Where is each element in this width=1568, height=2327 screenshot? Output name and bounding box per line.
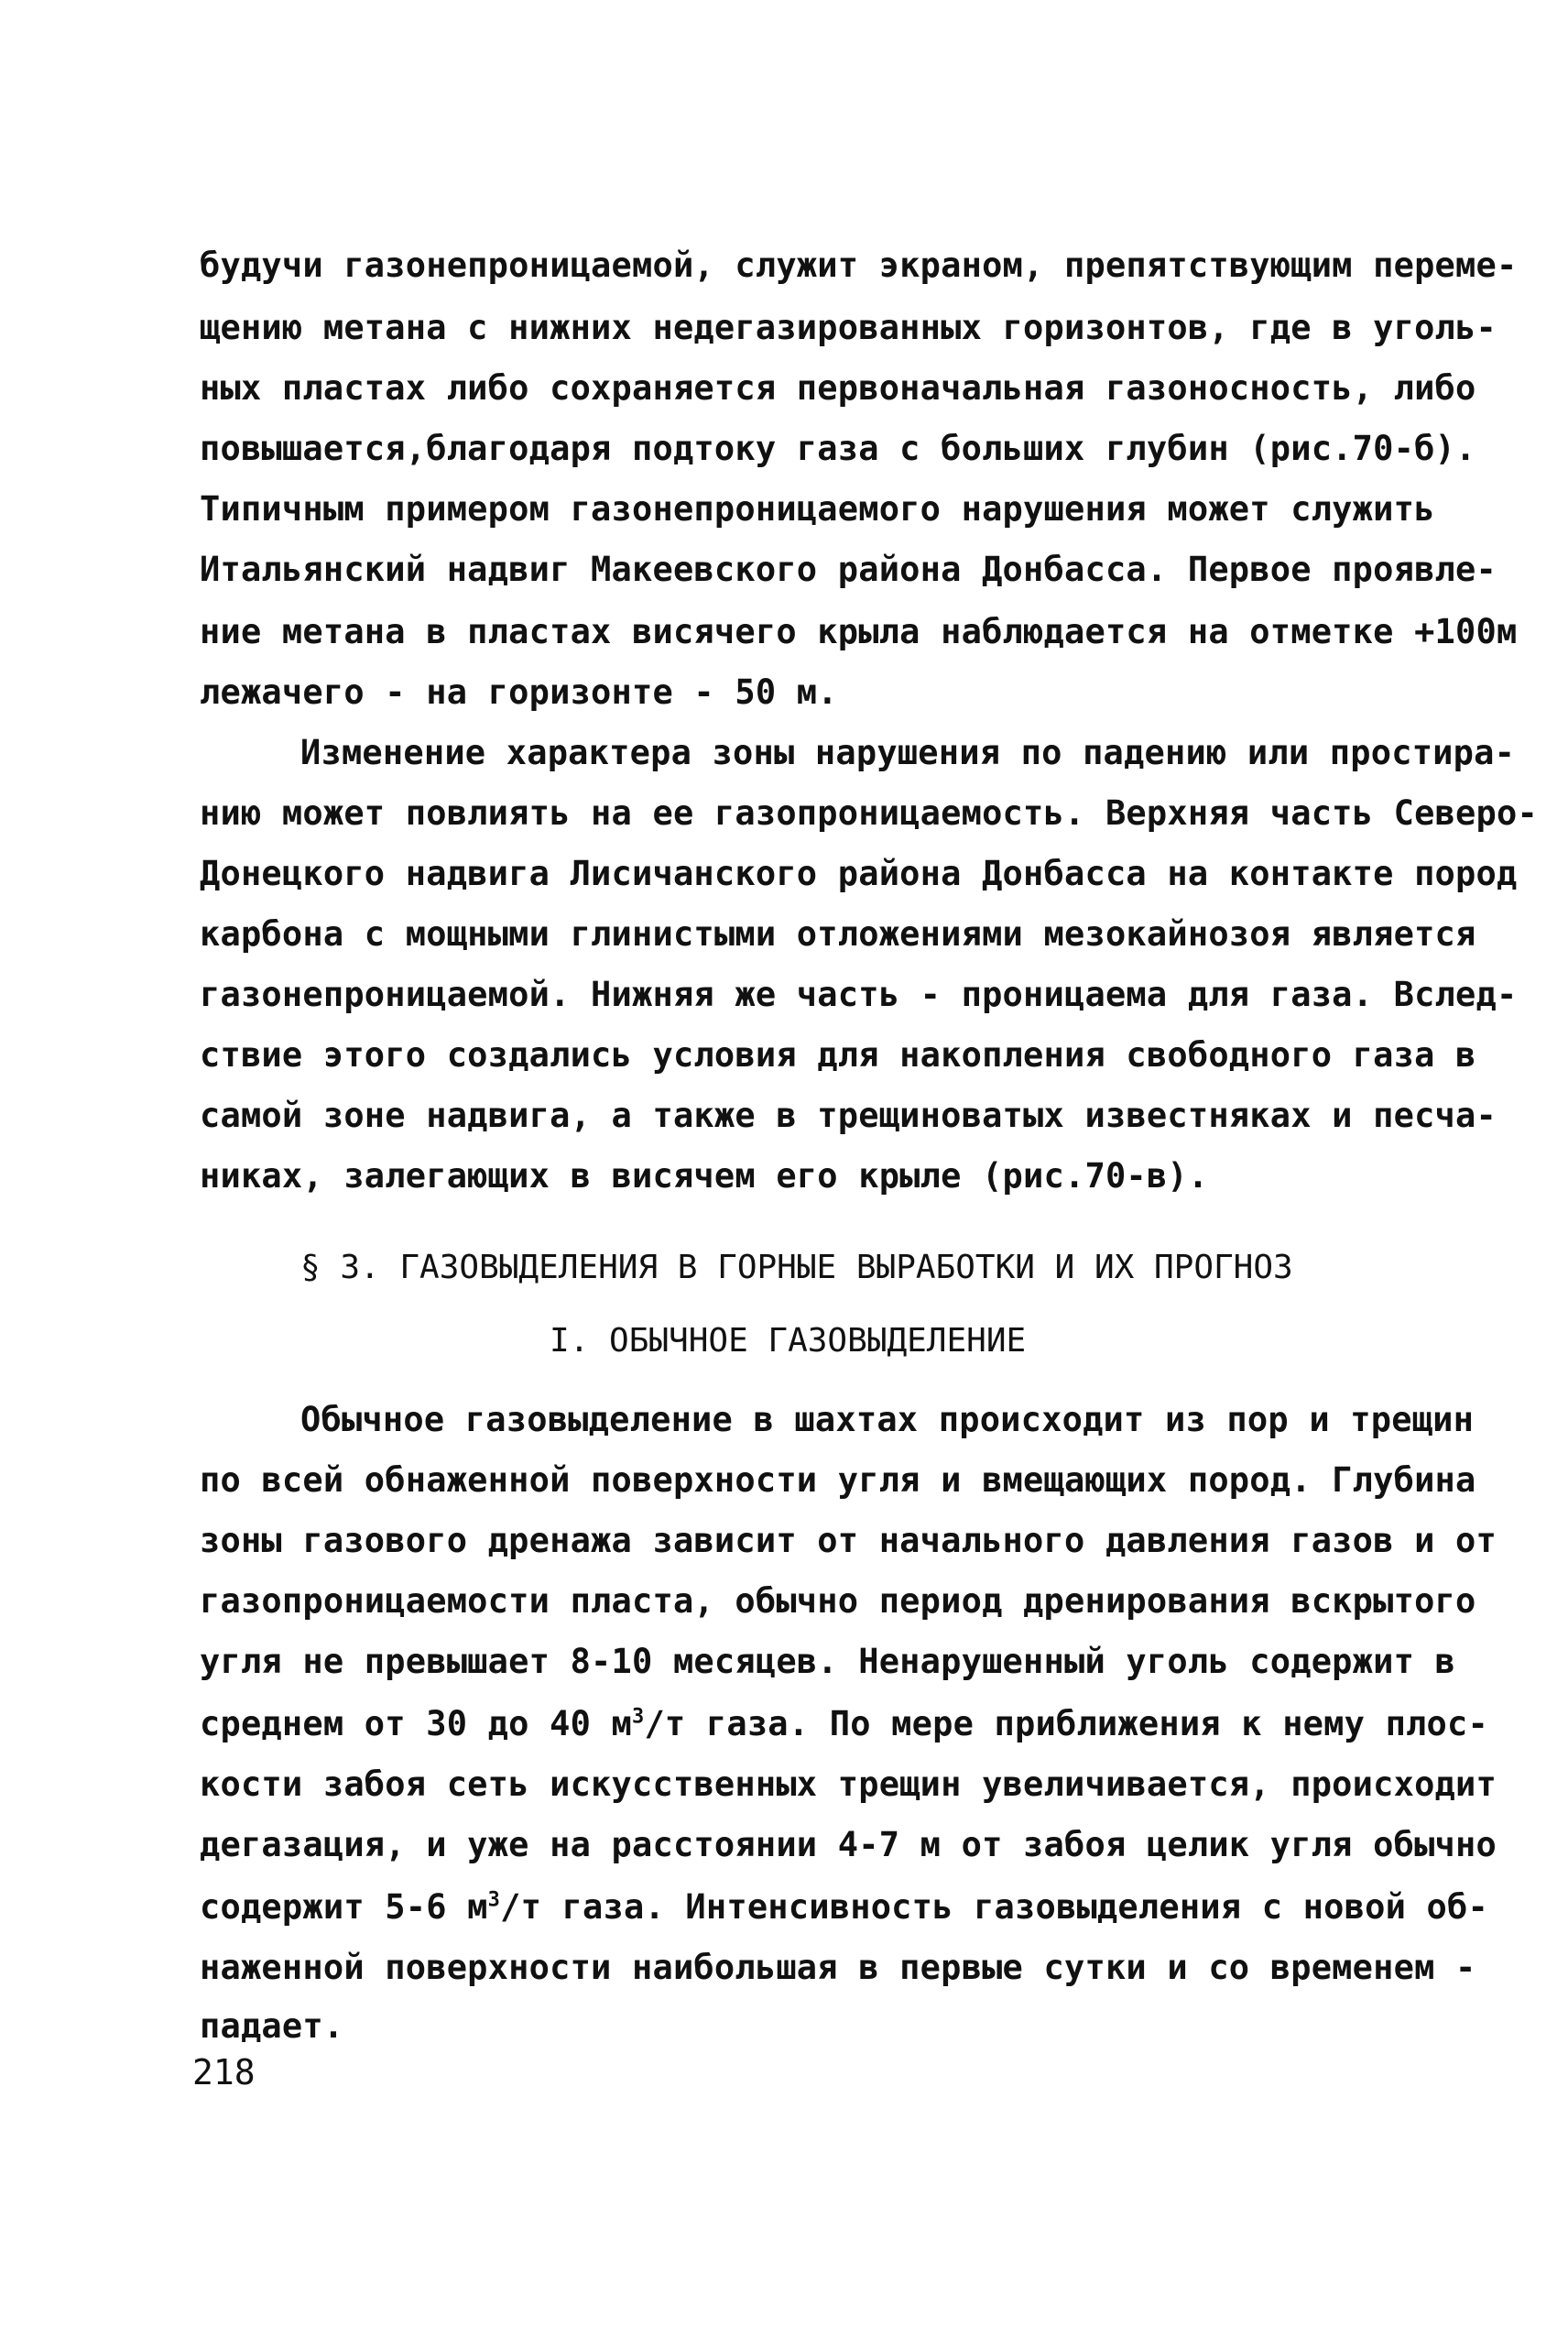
paragraph-1-line: повышается,благодаря подтоку газа с больших глубин (рис.70-б). (200, 429, 1476, 468)
paragraph-2-line: никах, залегающих в висячем его крыле (рис.70-в). (200, 1156, 1209, 1196)
page-number: 218 (192, 2052, 256, 2092)
paragraph-3-line: кости забоя сеть искусственных трещин увеличивается, происходит (200, 1764, 1497, 1804)
paragraph-1-line: ных пластах либо сохраняется первоначальная газоносность, либо (200, 368, 1476, 408)
paragraph-1-line: будучи газонепроницаемой, служит экраном, препятствующим переме- (200, 246, 1518, 285)
paragraph-2-line: ствие этого создались условия для накопления свободного газа в (200, 1035, 1476, 1075)
paragraph-2-line: самой зоне надвига, а также в трещиноватых известняках и песча- (200, 1096, 1497, 1135)
paragraph-2-line: Изменение характера зоны нарушения по падению или простира- (300, 733, 1516, 772)
paragraph-2-line: карбона с мощными глинистыми отложениями мезокайнозоя является (200, 914, 1476, 954)
paragraph-1-line: Типичным примером газонепроницаемого нарушения может служить (200, 489, 1435, 529)
paragraph-3-line: по всей обнаженной поверхности угля и вмещающих пород. Глубина (200, 1460, 1476, 1500)
paragraph-1-line: ние метана в пластах висячего крыла наблюдается на отметке +100м (200, 612, 1518, 651)
superscript: 3 (487, 1888, 501, 1912)
paragraph-1-line: щению метана с нижних недегазированных горизонтов, где в уголь- (200, 308, 1497, 347)
paragraph-3-line: дегазация, и уже на расстоянии 4-7 м от забоя целик угля обычно (200, 1825, 1497, 1864)
paragraph-3-line: зоны газового дренажа зависит от начального давления газов и от (200, 1521, 1497, 1560)
paragraph-3-line: Обычное газовыделение в шахтах происходит из пор и трещин (300, 1400, 1475, 1439)
line-text: содержит 5-6 м (200, 1887, 488, 1927)
paragraph-3-line (200, 1704, 1488, 1744)
paragraph-2-line: газонепроницаемой. Нижняя же часть - проницаема для газа. Вслед- (200, 975, 1518, 1014)
line-text: /т газа. Интенсивность газовыделения с новой об- (500, 1887, 1488, 1927)
section-heading: § 3. ГАЗОВЫДЕЛЕНИЯ В ГОРНЫЕ ВЫРАБОТКИ И ИХ ПРОГНОЗ (300, 1249, 1293, 1286)
line-text: среднем от 30 до 40 м (200, 1704, 632, 1743)
paragraph-3-line: падает. (200, 2006, 344, 2046)
line-text: /т газа. По мере приближения к нему плос- (644, 1704, 1488, 1743)
superscript: 3 (632, 1705, 645, 1729)
paragraph-2-line: Донецкого надвига Лисичанского района Донбасса на контакте пород (200, 854, 1518, 893)
paragraph-1-line: лежачего - на горизонте - 50 м. (200, 672, 838, 712)
paragraph-3-line: наженной поверхности наибольшая в первые сутки и со временем - (200, 1948, 1476, 1987)
paragraph-3-line: угля не превышает 8-10 месяцев. Ненарушенный уголь содержит в (200, 1642, 1456, 1681)
paragraph-2-line: нию может повлиять на ее газопроницаемость. Верхняя часть Северо- (200, 793, 1538, 833)
paragraph-3-line (200, 1887, 1488, 1928)
paragraph-1-line: Итальянский надвиг Макеевского района Донбасса. Первое проявле- (200, 550, 1497, 589)
paragraph-3-line: газопроницаемости пласта, обычно период дренирования вскрытого (200, 1581, 1476, 1621)
subsection-heading: I. ОБЫЧНОЕ ГАЗОВЫДЕЛЕНИЕ (550, 1322, 1027, 1360)
